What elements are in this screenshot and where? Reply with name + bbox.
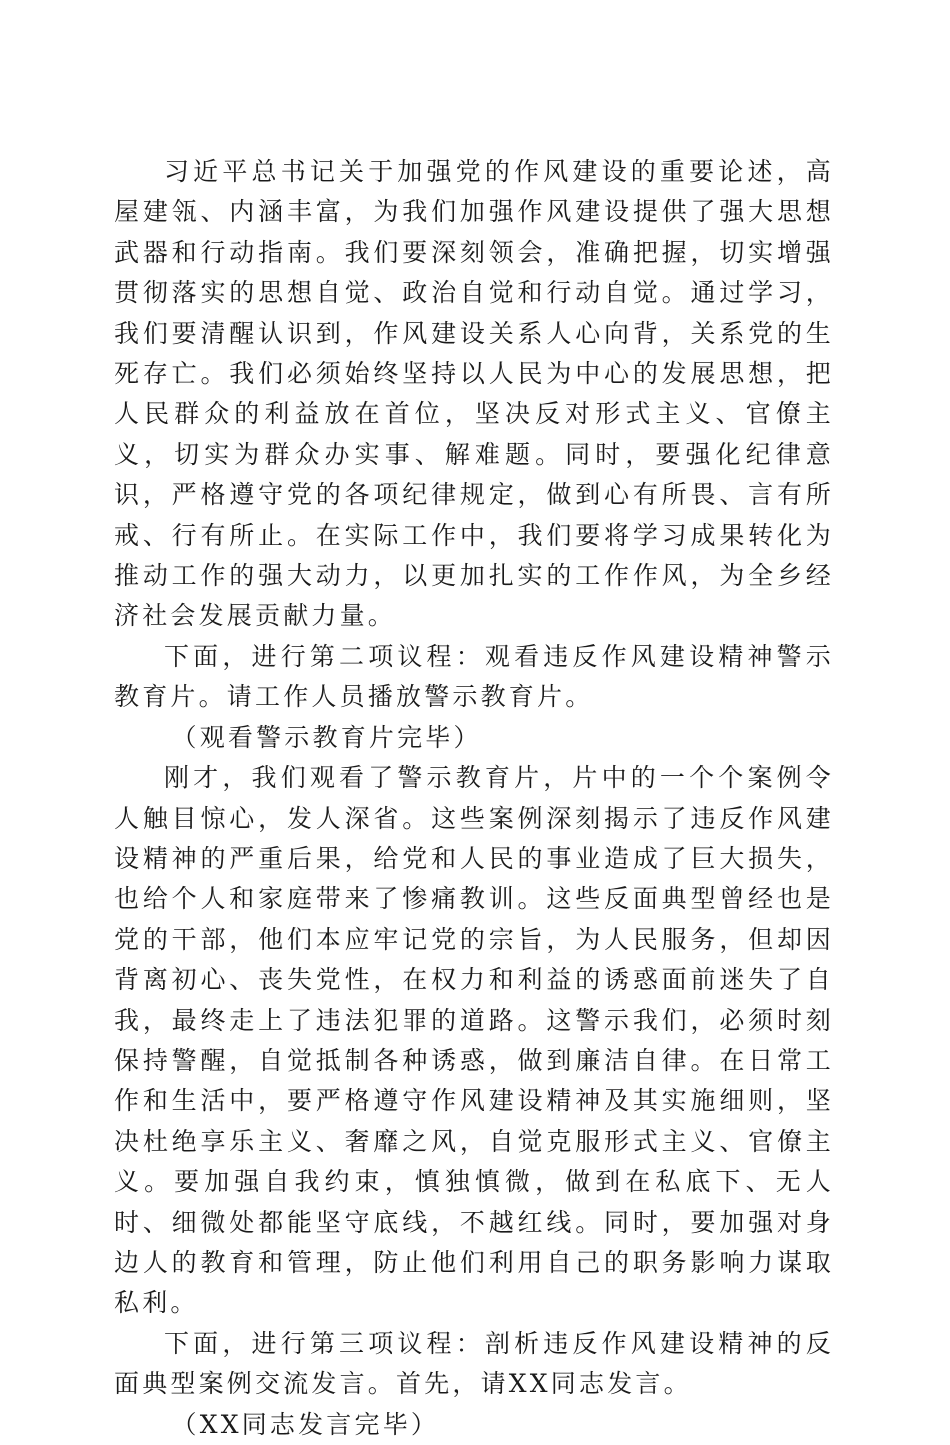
document-body xyxy=(114,152,834,1445)
stage-note-video-finished: （观看警示教育片完毕） xyxy=(171,722,482,752)
paragraph-agenda-item-two: 下面，进行第二项议程：观看违反作风建设精神警示教育片。请工作人员播放警示教育片。 xyxy=(114,641,834,712)
paragraph-warning-video-reflection: 刚才，我们观看了警示教育片，片中的一个个案例令人触目惊心，发人深省。这些案例深刻揭示了违反作风建设精神的严重后果，给党和人民的事业造成了巨大损失，也给个人和家庭带来了惨痛教训。这些反面典型曾经也是党的干部，他们本应牢记党的宗旨，为人民服务，但却因背离初心、丧失党性，在权力和利益的诱惑面前迷失了自我，最终走上了违法犯罪的道路。这警示我们，必须时刻保持警醒，自觉抵制各种诱惑，做到廉洁自律。在日常工作和生活中，要严格遵守作风建设精神及其实施细则，坚决杜绝享乐主义、奢靡之风，自觉克服形式主义、官僚主义。要加强自我约束，慎独慎微，做到在私底下、无人时、细微处都能坚守底线，不越红线。同时，要加强对身边人的教育和管理，防止他们利用自己的职务影响力谋取私利。 xyxy=(114,763,834,1318)
paragraph-study-summary: 习近平总书记关于加强党的作风建设的重要论述，高屋建瓴、内涵丰富，为我们加强作风建设提供了强大思想武器和行动指南。我们要深刻领会，准确把握，切实增强贯彻落实的思想自觉、政治自觉和行动自觉。通过学习，我们要清醒认识到，作风建设关系人心向背，关系党的生死存亡。我们必须始终坚持以人民为中心的发展思想，把人民群众的利益放在首位，坚决反对形式主义、官僚主义，切实为群众办实事、解难题。同时，要强化纪律意识，严格遵守党的各项纪律规定，做到心有所畏、言有所戒、行有所止。在实际工作中，我们要将学习成果转化为推动工作的强大动力，以更加扎实的工作作风，为全乡经济社会发展贡献力量。 xyxy=(114,157,834,631)
paragraph-agenda-item-three: 下面，进行第三项议程：剖析违反作风建设精神的反面典型案例交流发言。首先，请XX同志发言。 xyxy=(114,1328,834,1399)
stage-note-speech-finished: （XX同志发言完毕） xyxy=(171,1409,440,1439)
